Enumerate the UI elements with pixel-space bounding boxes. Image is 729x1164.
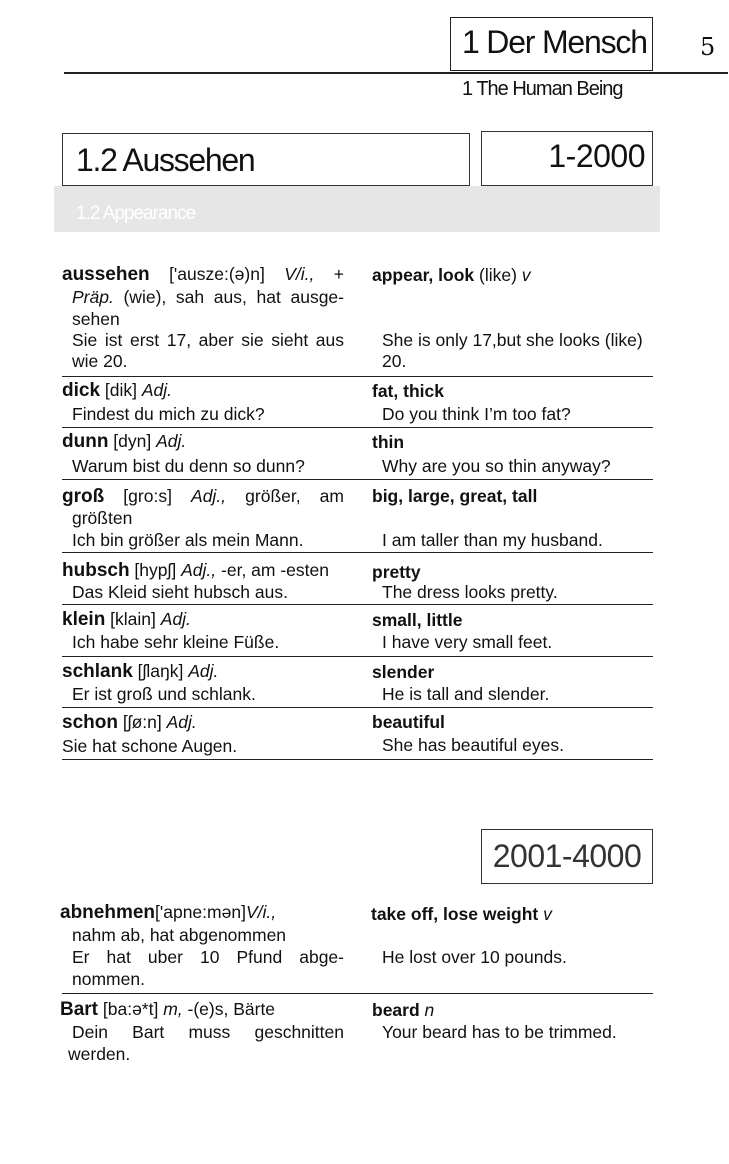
entry-aussehen-translation (372, 265, 662, 286)
entry-abnehmen-translation (371, 904, 661, 925)
example-de-cont: werden. (68, 1044, 131, 1064)
example-de: Sie hat schone Augen. (62, 736, 238, 756)
headword: dunn (62, 431, 109, 452)
entry-aussehen-grammar-cont: sehen (72, 309, 120, 329)
example-en: I have very small feet. (382, 632, 553, 652)
translation: small, little (372, 610, 463, 630)
example-en: She has beautiful eyes. (382, 735, 564, 755)
translation: thin (372, 432, 405, 452)
entry-aussehen-grammar (62, 287, 344, 308)
entry-dick-headline (62, 380, 344, 401)
entry-divider (62, 759, 653, 760)
example-de: Er ist groß und schlank. (72, 684, 256, 704)
section-title: 1.2 Aussehen (76, 142, 255, 178)
translation: big, large, great, tall (372, 486, 538, 506)
headword: groß (62, 486, 105, 507)
example-de: Warum bist du denn so dunn? (72, 456, 305, 476)
grammar: Adj. (141, 380, 173, 400)
part-of-speech: v (521, 265, 531, 285)
page-number: 5 (700, 33, 716, 61)
grammar: V/i., (245, 902, 277, 922)
grammar-rest: (wie), sah aus, hat ausge- (113, 287, 344, 307)
grammar-rest: -(e)s, Bärte (182, 999, 276, 1019)
example-de: Er hat uber 10 Pfund abge- (72, 947, 344, 967)
example-en: I am taller than my husband. (382, 530, 603, 550)
example-en: He lost over 10 pounds. (382, 947, 567, 967)
headword: schlank (62, 661, 133, 682)
entry-abnehmen-grammar-cont: nahm ab, hat abgenommen (72, 925, 287, 945)
grammar-rest: größer, am (226, 486, 344, 506)
grammar: Adj. (160, 609, 191, 629)
grammar-rest: + (314, 264, 344, 284)
phonetic: ['apne:mən] (155, 902, 246, 922)
phonetic: [ba:ə*t] (98, 999, 164, 1019)
entry-hubsch-headline (62, 560, 344, 581)
entry-bart-headline (60, 999, 344, 1020)
entry-gross-headline (62, 486, 344, 507)
headword: schon (62, 712, 118, 733)
grammar: Adj. (166, 712, 197, 732)
grammar: Adj. (188, 661, 219, 681)
entry-divider (62, 552, 653, 553)
entry-gross-grammar-cont: größten (72, 508, 133, 528)
phonetic: [dik] (100, 380, 142, 400)
phonetic: [ʃlaŋk] (132, 661, 189, 681)
entry-divider (62, 656, 653, 657)
section-subtitle: 1.2 Appearance (76, 203, 196, 224)
headword: klein (62, 609, 106, 630)
chapter-subtitle: 1 The Human Being (462, 78, 623, 100)
grammar: Adj. (156, 431, 187, 451)
grammar: Adj., (191, 486, 227, 506)
example-de: Ich bin größer als mein Mann. (72, 530, 304, 550)
example-de: Dein Bart muss geschnitten (72, 1022, 344, 1042)
example-de-cont: nommen. (72, 969, 145, 989)
translation: take off, lose weight (371, 904, 539, 924)
grammar: V/i., (284, 264, 315, 284)
phonetic: [dyn] (108, 431, 157, 451)
example-en-cont: 20. (382, 351, 407, 371)
example-en: The dress looks pretty. (382, 582, 558, 602)
phonetic: ['ausze:(ə)n] (169, 264, 265, 284)
translation-rest: (like) (474, 265, 522, 285)
example-en: He is tall and slender. (382, 684, 550, 704)
translation: beard (372, 1000, 420, 1020)
grammar: Präp. (72, 287, 114, 307)
translation: beautiful (372, 712, 445, 732)
header-rule (64, 72, 728, 74)
entry-dunn-headline (62, 431, 344, 452)
translation: appear, look (372, 265, 475, 285)
part-of-speech: n (424, 1000, 435, 1020)
phonetic: [ʃø:n] (117, 712, 167, 732)
phonetic: [klain] (105, 609, 161, 629)
headword: Bart (60, 999, 99, 1020)
entry-schon-headline (62, 712, 344, 733)
chapter-title: 1 Der Mensch (462, 24, 647, 60)
entry-bart-translation (372, 1000, 662, 1021)
headword: aussehen (62, 264, 150, 285)
headword: hubsch (62, 560, 130, 581)
entry-divider (62, 376, 653, 377)
entry-divider (62, 427, 653, 428)
example-de: Das Kleid sieht hubsch aus. (72, 582, 288, 602)
phonetic: [hypʃ] (129, 560, 182, 580)
entry-divider (62, 707, 653, 708)
translation: pretty (372, 562, 421, 582)
phonetic: [gro:s] (104, 486, 192, 506)
example-en: Your beard has to be trimmed. (382, 1022, 617, 1042)
entry-aussehen-headline (62, 264, 344, 285)
translation: slender (372, 662, 435, 682)
entry-schlank-headline (62, 661, 344, 682)
example-en: Why are you so thin anyway? (382, 456, 611, 476)
translation: fat, thick (372, 381, 444, 401)
example-en: Do you think I’m too fat? (382, 404, 571, 424)
example-de-cont: wie 20. (72, 351, 128, 371)
example-en: She is only 17,but she looks (like) (382, 330, 643, 350)
frequency-range: 1-2000 (548, 138, 645, 174)
entry-divider (62, 479, 653, 480)
example-de: Ich habe sehr kleine Füße. (72, 632, 280, 652)
example-de: Findest du mich zu dick? (72, 404, 265, 424)
entry-divider (62, 604, 653, 605)
grammar: Adj., (181, 560, 217, 580)
grammar-rest: -er, am -esten (216, 560, 329, 580)
headword: abnehmen (60, 902, 156, 923)
frequency-range-2: 2001-4000 (492, 838, 642, 874)
entry-divider (62, 993, 653, 994)
entry-klein-headline (62, 609, 344, 630)
headword: dick (62, 380, 101, 401)
example-de: Sie ist erst 17, aber sie sieht aus (72, 330, 344, 350)
grammar: m, (163, 999, 183, 1019)
entry-abnehmen-headline (60, 902, 344, 923)
part-of-speech: v (543, 904, 552, 924)
